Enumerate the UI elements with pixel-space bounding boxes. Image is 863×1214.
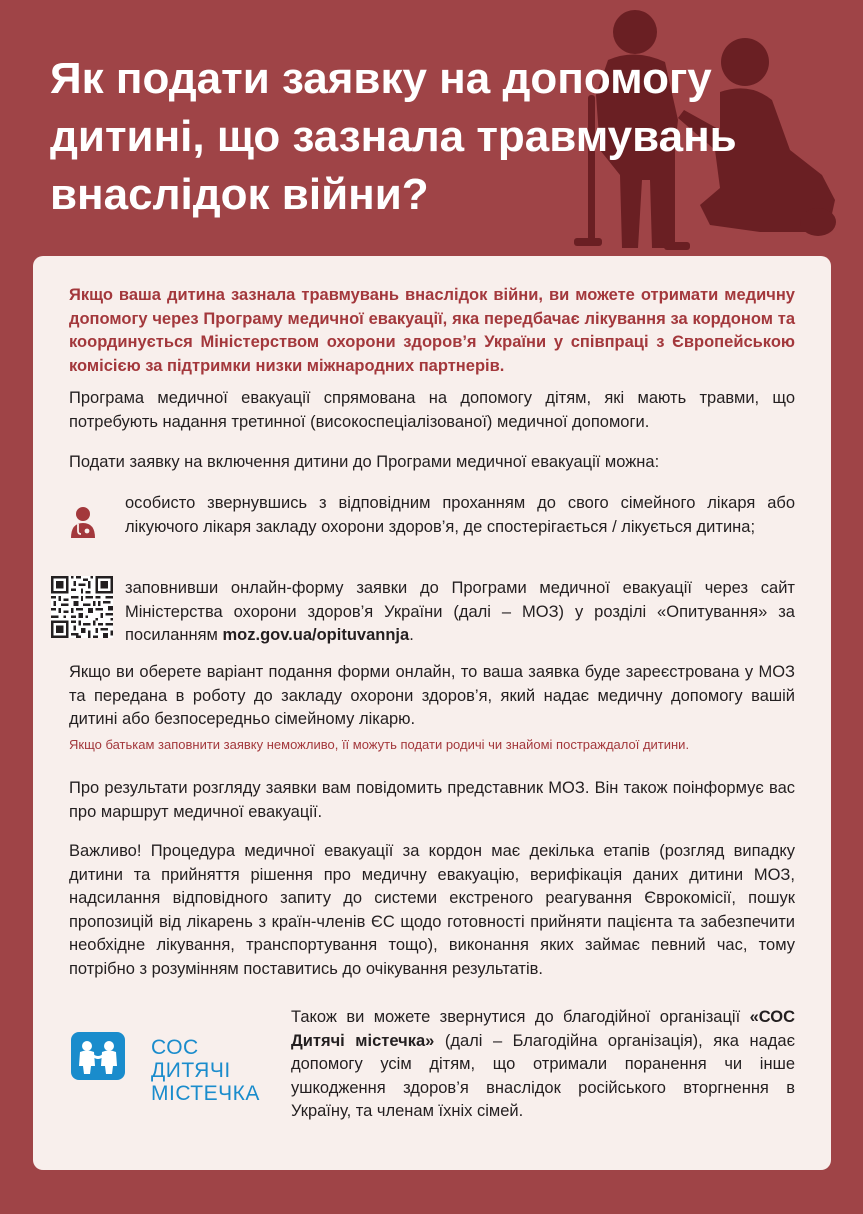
sos-logo-text <box>151 1036 271 1105</box>
option-personal: особисто звернувшись з відповідним проханням до свого сімейного лікаря або лікуючого лікаря закладу охорони здоров’я, де спостерігається / лікується дитина; <box>125 494 795 536</box>
option-online <box>125 577 795 648</box>
option-online-text: заповнивши онлайн-форму заявки до Програми медичної евакуації через сайт Міністерства охорони здоров’я України (далі – МОЗ) у розділі «Опитування» за посиланням <box>125 579 795 644</box>
relatives-note: Якщо батькам заповнити заявку неможливо, її можуть подати родичі чи знайомі постраждалої дитини. <box>69 737 690 752</box>
sos-villages-logo <box>71 1032 271 1105</box>
sos-prefix: Також ви можете звернутися до благодійної організації <box>291 1008 750 1026</box>
online-result-paragraph: Якщо ви оберете варіант подання форми онлайн, то ваша заявка буде зареєстрована у МОЗ та передана в роботу до закладу охорони здоров’я, який надає медичну допомогу вашій дитині або безпосередньо сімейному лікарю. <box>69 663 795 728</box>
moz-survey-link[interactable]: moz.gov.ua/opituvannja <box>222 626 410 644</box>
lead-paragraph: Якщо ваша дитина зазнала травмувань внаслідок війни, ви можете отримати медичну допомогу через Програму медичної евакуації, яка передбачає лікування за кордоном та координується Міністерством охорони здоров’я України у співпраці з Європейською комісією за підтримки низки міжнародних партнерів. <box>69 286 795 375</box>
apply-intro: Подати заявку на включення дитини до Програми медичної евакуації можна: <box>69 453 660 471</box>
doctor-icon <box>69 506 97 538</box>
sos-name: «СОС Дитячі містечка» <box>291 1008 795 1050</box>
results-paragraph: Про результати розгляду заявки вам повідомить представник МОЗ. Він також поінформує вас про маршрут медичної евакуації. <box>69 779 795 821</box>
sos-suffix: (далі – Благодійна організація), яка надає допомогу усім дітям, що отримали поранення чи інше ушкодження здоров’я внаслідок російського вторгнення в Україну, та членам їхніх сімей. <box>291 1031 796 1120</box>
program-paragraph: Програма медичної евакуації спрямована на допомогу дітям, які мають травми, що потребують надання третинної (високоспеціалізованої) медичної допомоги. <box>69 389 795 431</box>
sos-logo-line2: МІСТЕЧКА <box>151 1082 260 1105</box>
sos-paragraph <box>291 1006 795 1124</box>
content-card <box>33 256 831 1170</box>
sos-villages-logo-icon <box>71 1032 125 1080</box>
important-paragraph: Важливо! Процедура медичної евакуації за кордон має декілька етапів (розгляд випадку дитини та прийняття рішення про медичну евакуацію, верифікація даних дитини МОЗ, надсилання відповідного запиту до системи екстреного реагування Єврокомісії, пошук пропозицій від лікарень з країн-членів ЄС щодо готовності прийняти пацієнта та забезпечити необхідне лікування, транспортування тощо), виконання яких займає певний час, тому потрібно з розумінням поставитись до очікування результатів. <box>69 842 795 978</box>
option-online-suffix: . <box>409 626 414 644</box>
sos-logo-line1: СОС ДИТЯЧІ <box>151 1036 231 1082</box>
page-title: Як подати заявку на допомогу дитині, що зазнала травмувань внаслідок війни? <box>50 54 737 219</box>
qr-code-icon[interactable] <box>51 576 113 638</box>
